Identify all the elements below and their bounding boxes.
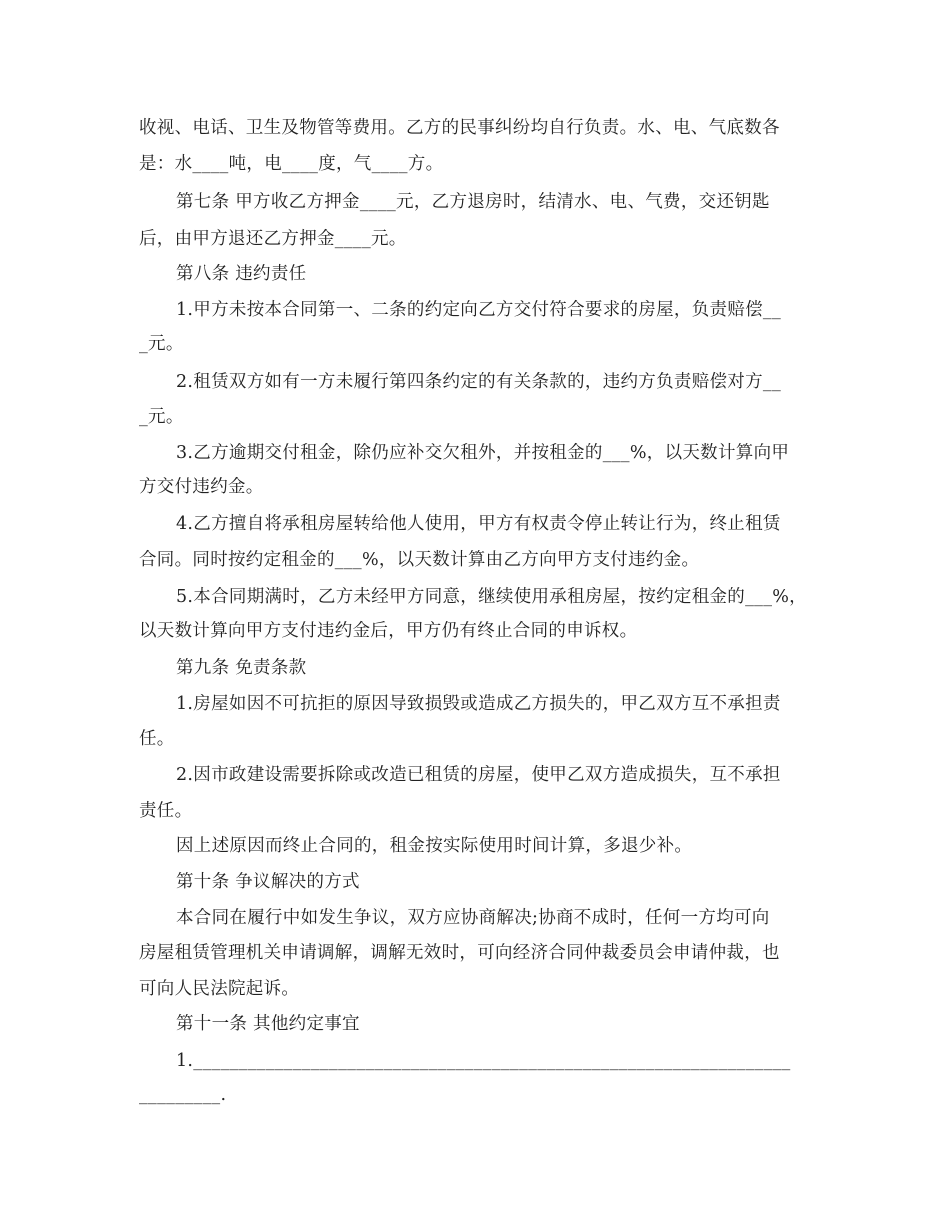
document-line: 任。 — [139, 729, 175, 749]
document-line: 1.甲方未按本合同第一、二条的约定向乙方交付符合要求的房屋，负责赔偿__ — [176, 300, 781, 320]
document-line: 收视、电话、卫生及物管等费用。乙方的民事纠纷均自行负责。水、电、气底数各 — [139, 118, 780, 138]
document-line: 方交付违约金。 — [139, 477, 264, 497]
document-line: 1.__________________________________________________________________ — [176, 1051, 791, 1071]
document-line: 责任。 — [139, 801, 193, 821]
document-line: 1.房屋如因不可抗拒的原因导致损毁或造成乙方损失的，甲乙双方互不承担责 — [176, 694, 781, 714]
document-line: 4.乙方擅自将承租房屋转给他人使用，甲方有权责令停止转让行为，终止租赁 — [176, 514, 781, 534]
document-line: 3.乙方逾期交付租金，除仍应补交欠租外，并按租金的___%，以天数计算向甲 — [176, 443, 790, 463]
document-line: 第八条 违约责任 — [176, 264, 307, 284]
document-line: 以天数计算向甲方支付违约金后，甲方仍有终止合同的申诉权。 — [139, 621, 638, 641]
document-line: 合同。同时按约定租金的___%，以天数计算由乙方向甲方支付违约金。 — [139, 550, 700, 570]
document-line: 后，由甲方退还乙方押金____元。 — [139, 229, 407, 249]
document-line: 是：水____吨，电____度，气____方。 — [139, 154, 444, 174]
document-line: 房屋租赁管理机关申请调解，调解无效时，可向经济合同仲裁委员会申请仲裁，也 — [139, 943, 780, 963]
document-line: 2.因市政建设需要拆除或改造已租赁的房屋，使甲乙双方造成损失，互不承担 — [176, 765, 781, 785]
document-line: 第九条 免责条款 — [176, 658, 307, 678]
document-line: 第十一条 其他约定事宜 — [176, 1014, 360, 1034]
document-line: _________. — [139, 1085, 227, 1105]
document-line: 第七条 甲方收乙方押金____元，乙方退房时，结清水、电、气费，交还钥匙 — [176, 192, 770, 212]
document-line: 2.租赁双方如有一方未履行第四条约定的有关条款的，违约方负责赔偿对方__ — [176, 372, 781, 392]
document-line: 第十条 争议解决的方式 — [176, 872, 360, 892]
document-line: 因上述原因而终止合同的，租金按实际使用时间计算，多退少补。 — [176, 836, 693, 856]
document-line: 5.本合同期满时，乙方未经甲方同意，继续使用承租房屋，按约定租金的___%， — [176, 587, 807, 607]
document-line: 本合同在履行中如发生争议，双方应协商解决;协商不成时，任何一方均可向 — [176, 908, 770, 928]
document-line: _元。 — [139, 334, 184, 354]
document-line: 可向人民法院起诉。 — [139, 979, 300, 999]
document-line: _元。 — [139, 407, 184, 427]
